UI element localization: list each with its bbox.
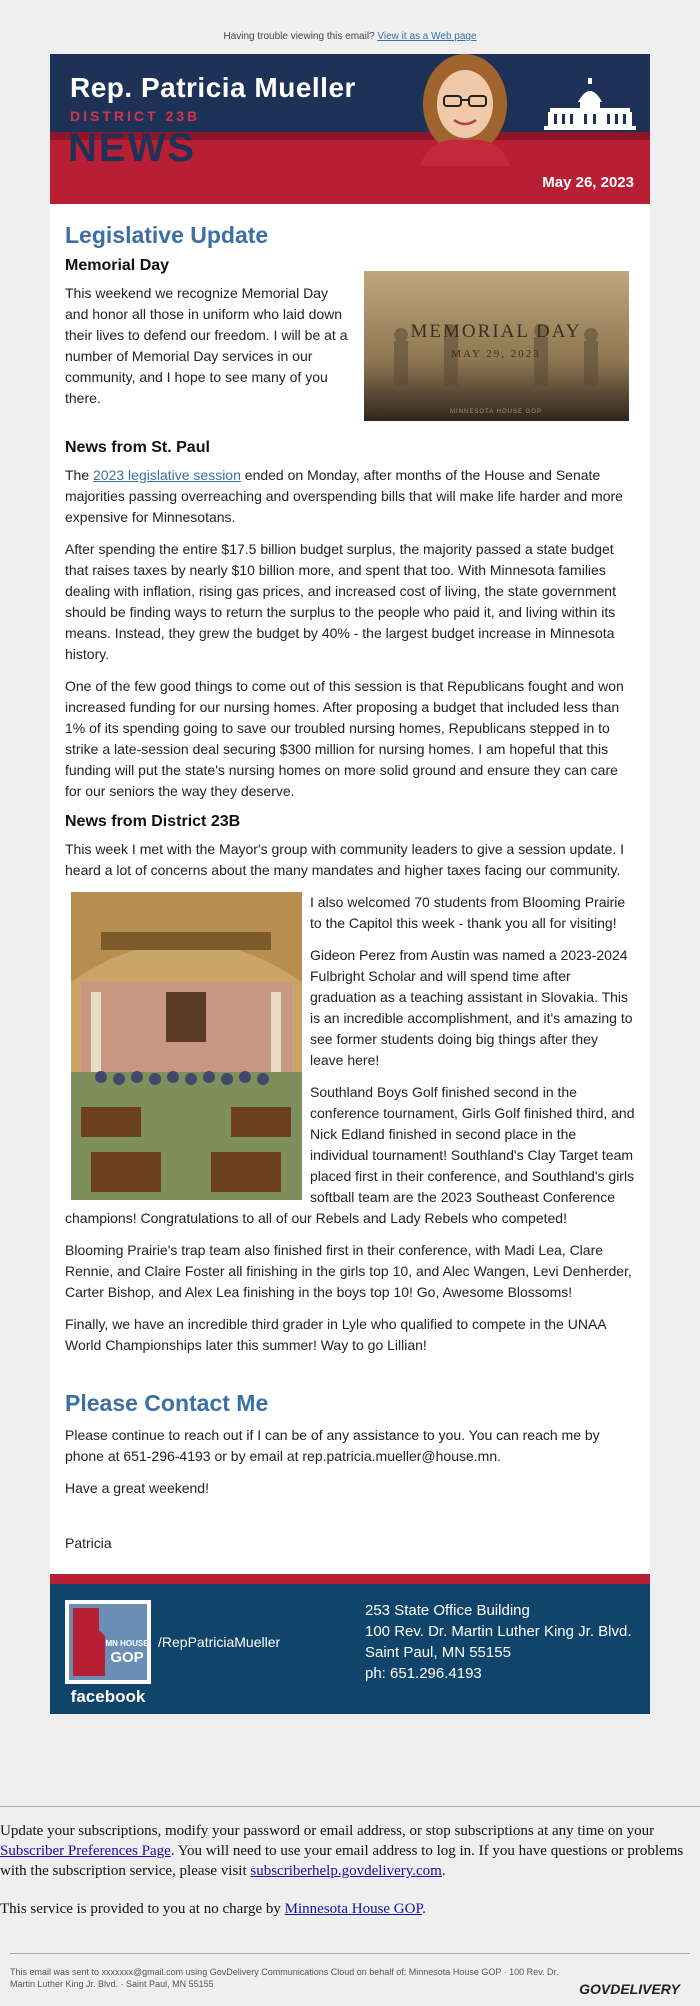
view-web-page-link[interactable]: View it as a Web page [377, 31, 477, 42]
subscription-info [0, 1806, 700, 1937]
district-paragraph-4: Southland Boys Golf finished second in the conference tournament, Girls Golf finished third, and Nick Edland finished in second place in the individual tournament! Southland's Clay Target team placed first in their conference, and Southland's girls softball team are the 2023 Southeast Conference champions! Congratulations to all of our Rebels and Lady Rebels who competed! [65, 1084, 635, 1226]
district-paragraph-3: Gideon Perez from Austin was named a 2023-2024 Fulbright Scholar and will spend time after graduation as a teaching assistant in Slovakia. This is an incredible accomplishment, and it's amazing to see former students doing big things after they leave here! [310, 947, 633, 1068]
issue-date: May 26, 2023 [542, 174, 634, 191]
facebook-handle[interactable]: /RepPatriciaMueller [158, 1634, 281, 1650]
preheader-text: Having trouble viewing this email? [223, 31, 375, 42]
legislative-update-heading: Legislative Update [65, 222, 269, 248]
district-paragraph-2: I also welcomed 70 students from Blooming Prairie to the Capitol this week - thank you all for visiting! [310, 894, 626, 931]
facebook-label: facebook [70, 1687, 146, 1706]
capitol-icon [540, 74, 640, 134]
st-paul-paragraph-1: The 2023 legislative session ended on Monday, after months of the House and Senate majorities passing overreaching and overspending bills that will make life harder and more expensive for Minnesotans. [65, 467, 623, 525]
st-paul-heading: News from St. Paul [65, 439, 210, 456]
memorial-image-credit: MINNESOTA HOUSE GOP [450, 409, 542, 415]
minnesota-house-gop-link[interactable]: Minnesota House GOP [284, 1901, 423, 1917]
memorial-image-title: MEMORIAL DAY [410, 321, 582, 342]
signoff: Patricia [65, 1535, 112, 1551]
district-heading: News from District 23B [65, 813, 241, 830]
subscription-paragraph: Update your subscriptions, modify your password or email address, or stop subscriptions at any time on your Subscriber Preferences Page. You will need to use your email address to log in. If you have questions or problems with the subscription service, please visit subscriberhelp.govdelivery.com. [0, 1823, 684, 1879]
contact-paragraph: Please continue to reach out if I can be of any assistance to you. You can reach me by phone at 651-296-4193 or by email at rep.patricia.mueller@house.mn. [65, 1427, 600, 1464]
subscriber-preferences-link[interactable]: Subscriber Preferences Page [0, 1843, 171, 1859]
subscriber-help-link[interactable]: subscriberhelp.govdelivery.com [250, 1863, 442, 1879]
footer [50, 1584, 650, 1714]
st-paul-paragraph-3: One of the few good things to come out of this session is that Republicans fought and won increased funding for our nursing homes. After proposing a budget that included less than 1% of its spending going to save our troubled nursing homes, Republicans stepped in to strike a late-session deal securing $300 million for nursing homes. I am hopeful that this funding will put the state's nursing homes on more solid ground and ensure they can care for our seniors the way they deserve. [65, 678, 624, 799]
memorial-image-date: MAY 29, 2023 [451, 348, 541, 360]
portrait-image [400, 54, 530, 166]
address-line-2: 100 Rev. Dr. Martin Luther King Jr. Blvd. [365, 1623, 632, 1640]
weekend-greeting: Have a great weekend! [65, 1480, 209, 1496]
st-paul-paragraph-2: After spending the entire $17.5 billion budget surplus, the majority passed a state budget that raises taxes by nearly $10 billion more, and spent that too. With Minnesota families dealing with inflation, rising gas prices, and increased cost of living, the state government should be finding ways to return the surplus to the people who paid it, and living within its means. Instead, they grew the budget by 40% - the largest budget increase in Minnesota history. [65, 541, 616, 662]
address-line-1: 253 State Office Building [365, 1602, 530, 1619]
house-chamber-photo [71, 892, 302, 1200]
office-address [365, 1600, 632, 1684]
district-paragraph-6: Finally, we have an incredible third grader in Lyle who qualified to compete in the UNAA World Championships later this summer! Way to go Lillian! [65, 1316, 606, 1353]
footer-divider [50, 1574, 650, 1584]
phone-number: ph: 651.296.4193 [365, 1665, 482, 1682]
rep-name: Rep. Patricia Mueller [70, 72, 356, 103]
district-paragraph-1: This week I met with the Mayor's group with community leaders to give a session update. I heard a lot of concerns about the many mandates and higher taxes facing our community. [65, 841, 625, 878]
logo-gop: GOP [110, 1649, 144, 1666]
address-line-3: Saint Paul, MN 55155 [365, 1644, 511, 1661]
legislative-session-link[interactable]: 2023 legislative session [93, 467, 241, 483]
district-label: DISTRICT 23B [70, 108, 201, 124]
memorial-day-image [364, 271, 629, 421]
memorial-day-text: This weekend we recognize Memorial Day and honor all those in uniform who laid down their lives to defend our freedom. I will be at a number of Memorial Day services in our community, and I hope to see many of you there. [65, 285, 348, 406]
govdelivery-logo[interactable]: GOVDELIVERY [579, 1981, 680, 1997]
delivery-notice: This email was sent to xxxxxxx@gmail.com using GovDelivery Communications Cloud on behalf of: Minnesota House GOP · 100 Rev. Dr. Martin Luther King Jr. Blvd. · Saint Paul, MN 55155 [10, 1967, 559, 1989]
contact-heading: Please Contact Me [65, 1390, 269, 1416]
main-content [50, 204, 650, 1554]
service-provider-paragraph: This service is provided to you at no charge by Minnesota House GOP. [0, 1901, 426, 1917]
memorial-day-heading: Memorial Day [65, 257, 170, 274]
logo-mn-house: MN HOUSE [105, 1639, 149, 1648]
news-label: NEWS [68, 126, 196, 170]
delivery-footer [10, 1953, 690, 1997]
preheader [0, 0, 700, 58]
email-body [50, 54, 650, 1714]
house-gop-facebook-logo[interactable] [65, 1600, 151, 1706]
header-banner [50, 54, 650, 204]
district-paragraph-5: Blooming Prairie's trap team also finished first in their conference, with Madi Lea, Clare Rennie, and Claire Foster all finishing in the girls top 10, and Alec Wangen, Levi Denherder, Carter Bishop, and Alex Lea finishing in the boys top 10! Go, Awesome Blossoms! [65, 1242, 632, 1300]
